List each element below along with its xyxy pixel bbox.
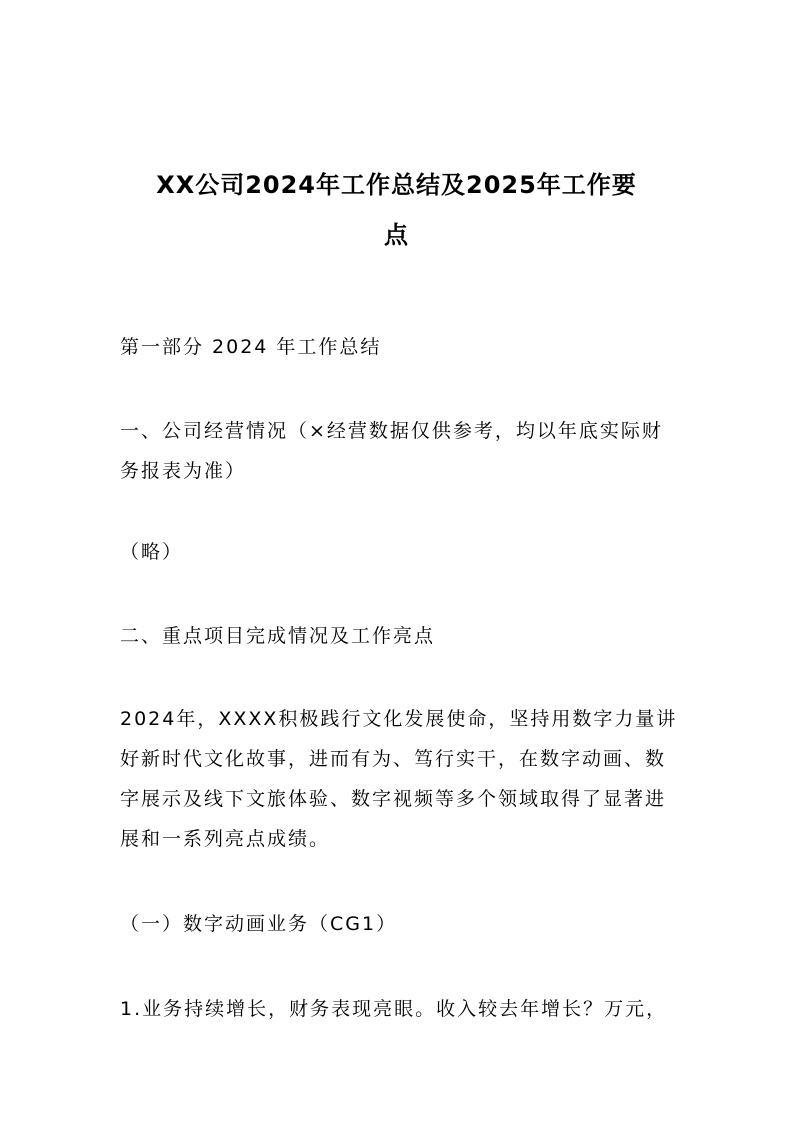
- intro-paragraph-line-2: 好新时代文化故事，进而有为、笃行实干，在数字动画、数: [120, 748, 667, 770]
- heading-key-projects: 二、重点项目完成情况及工作亮点: [120, 625, 436, 647]
- document-title-line-2: 点: [384, 221, 409, 249]
- intro-paragraph-line-3: 字展示及线下文旅体验、数字视频等多个领域取得了显著进: [120, 788, 667, 810]
- heading-business-status-line-2: 务报表为准）: [120, 460, 247, 482]
- section-heading-part-one: 第一部分 2024 年工作总结: [120, 336, 382, 358]
- heading-business-status-line-1: 一、公司经营情况（×经营数据仅供参考，均以年底实际财: [120, 420, 663, 442]
- item-1-line-1: 1.业务持续增长，财务表现亮眼。收入较去年增长？万元，: [120, 998, 668, 1020]
- intro-paragraph-line-1: 2024年，XXXX积极践行文化发展使命，坚持用数字力量讲: [120, 708, 678, 730]
- intro-paragraph-line-4: 展和一系列亮点成绩。: [120, 828, 331, 850]
- subheading-digital-animation: （一）数字动画业务（CG1）: [120, 913, 398, 935]
- document-title-line-1: XX公司2024年工作总结及2025年工作要: [156, 171, 637, 199]
- omitted-note: （略）: [120, 541, 184, 563]
